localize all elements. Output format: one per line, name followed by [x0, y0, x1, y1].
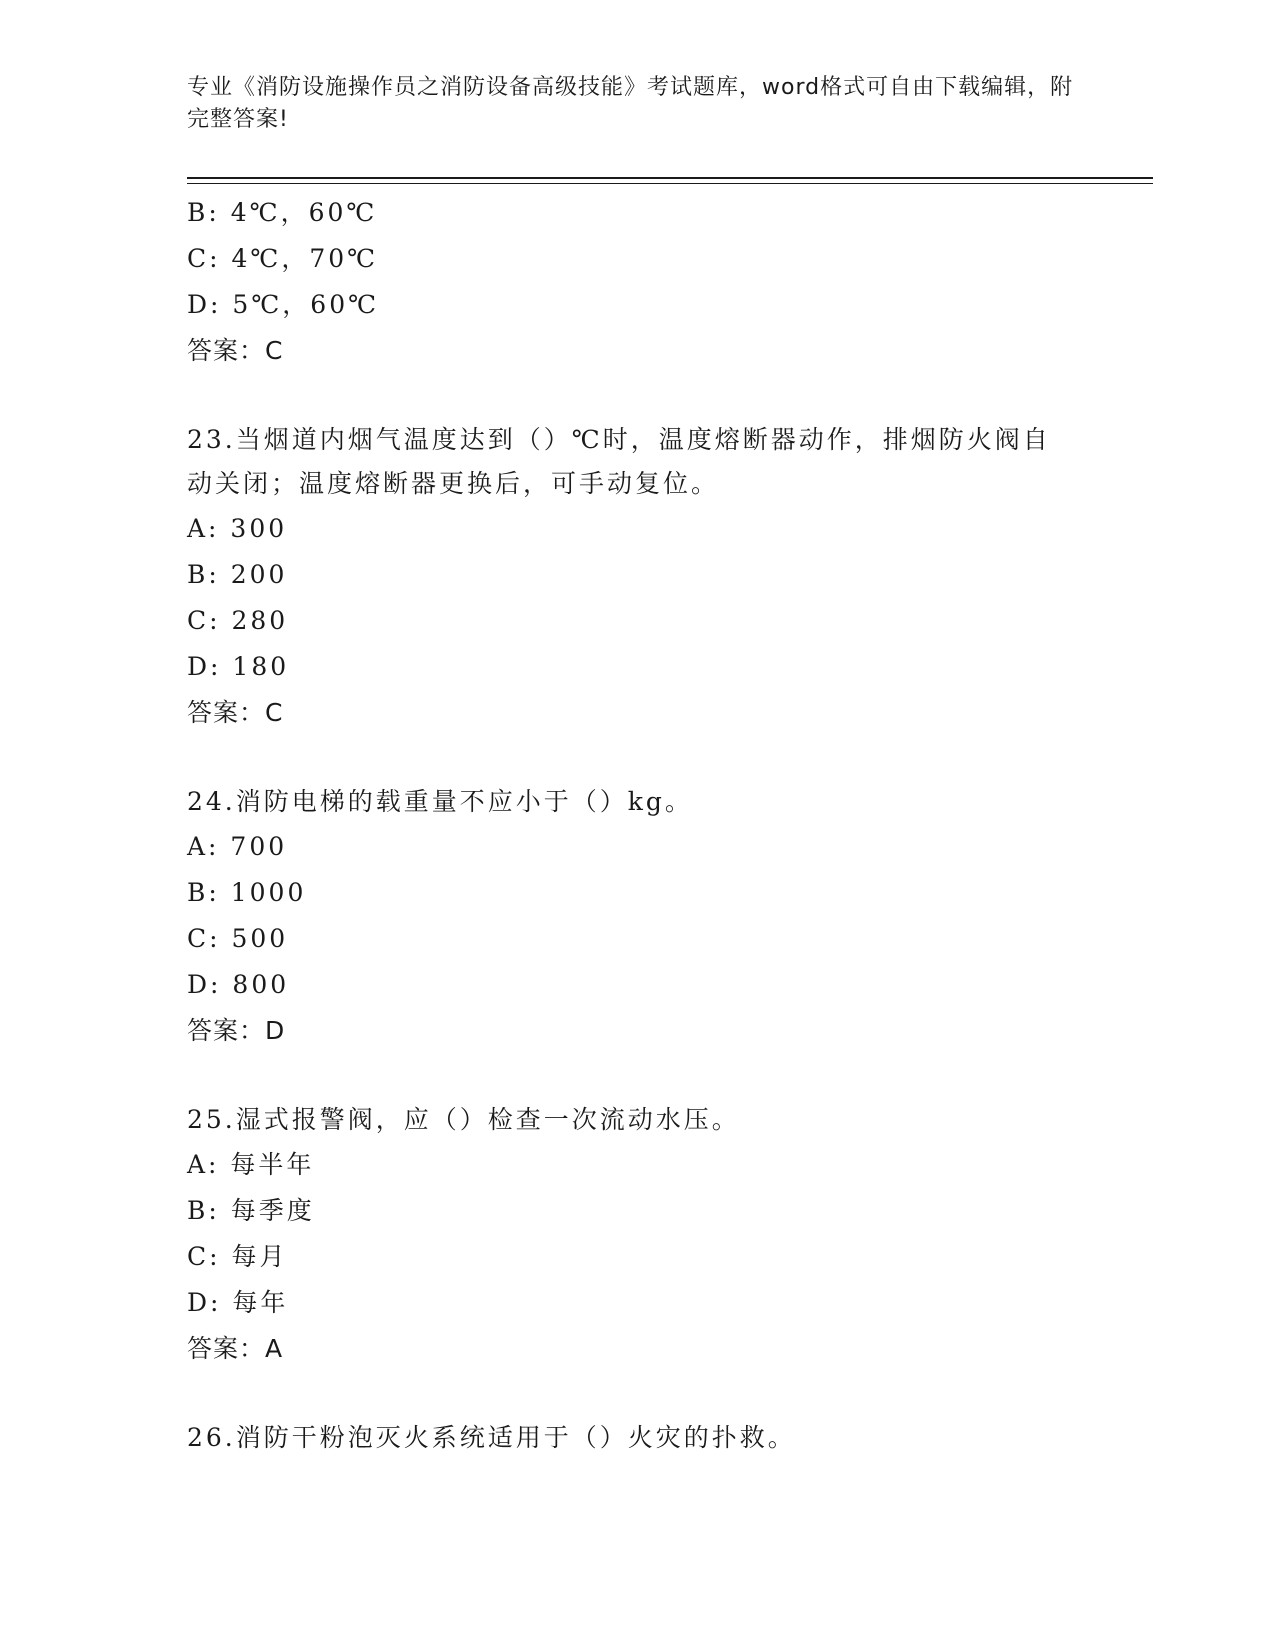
option-a: A: 每半年 — [187, 1150, 315, 1179]
option-c: C: 4℃，70℃ — [187, 244, 379, 273]
question-block-24 — [187, 780, 1087, 1054]
option-c: C: 280 — [187, 606, 289, 635]
answer-text: 答案：C — [187, 698, 284, 727]
option-b: B: 200 — [187, 560, 288, 589]
question-block-23 — [187, 418, 1087, 736]
option-d: D: 800 — [187, 970, 290, 999]
question-stem: 25.湿式报警阀，应（）检查一次流动水压。 — [187, 1105, 740, 1134]
answer-text: 答案：D — [187, 1016, 286, 1045]
option-a: A: 700 — [187, 832, 288, 861]
option-c: C: 每月 — [187, 1242, 288, 1271]
header-divider-thick — [187, 177, 1153, 179]
question-stem: 26.消防干粉泡灭火系统适用于（）火灾的扑救。 — [187, 1423, 796, 1452]
option-a: A: 300 — [187, 514, 288, 543]
question-stem: 24.消防电梯的载重量不应小于（）kg。 — [187, 787, 693, 816]
option-d: D: 180 — [187, 652, 290, 681]
answer-text: 答案：C — [187, 336, 284, 365]
question-block-25 — [187, 1098, 1087, 1372]
question-list — [187, 190, 1087, 1460]
option-c: C: 500 — [187, 924, 289, 953]
answer-text: 答案：A — [187, 1334, 284, 1363]
header-divider-thin — [187, 183, 1153, 184]
page-header: 专业《消防设施操作员之消防设备高级技能》考试题库，word格式可自由下载编辑，附完整答案! — [187, 75, 1074, 132]
option-b: B: 1000 — [187, 878, 307, 907]
question-block-26 — [187, 1416, 1087, 1460]
option-b: B: 每季度 — [187, 1196, 315, 1225]
question-block-22 — [187, 190, 1087, 374]
question-stem: 23.当烟道内烟气温度达到（）℃时，温度熔断器动作，排烟防火阀自动关闭；温度熔断器更换后，可手动复位。 — [187, 425, 1051, 498]
option-b: B: 4℃，60℃ — [187, 198, 378, 227]
option-d: D: 每年 — [187, 1288, 289, 1317]
option-d: D: 5℃，60℃ — [187, 290, 380, 319]
